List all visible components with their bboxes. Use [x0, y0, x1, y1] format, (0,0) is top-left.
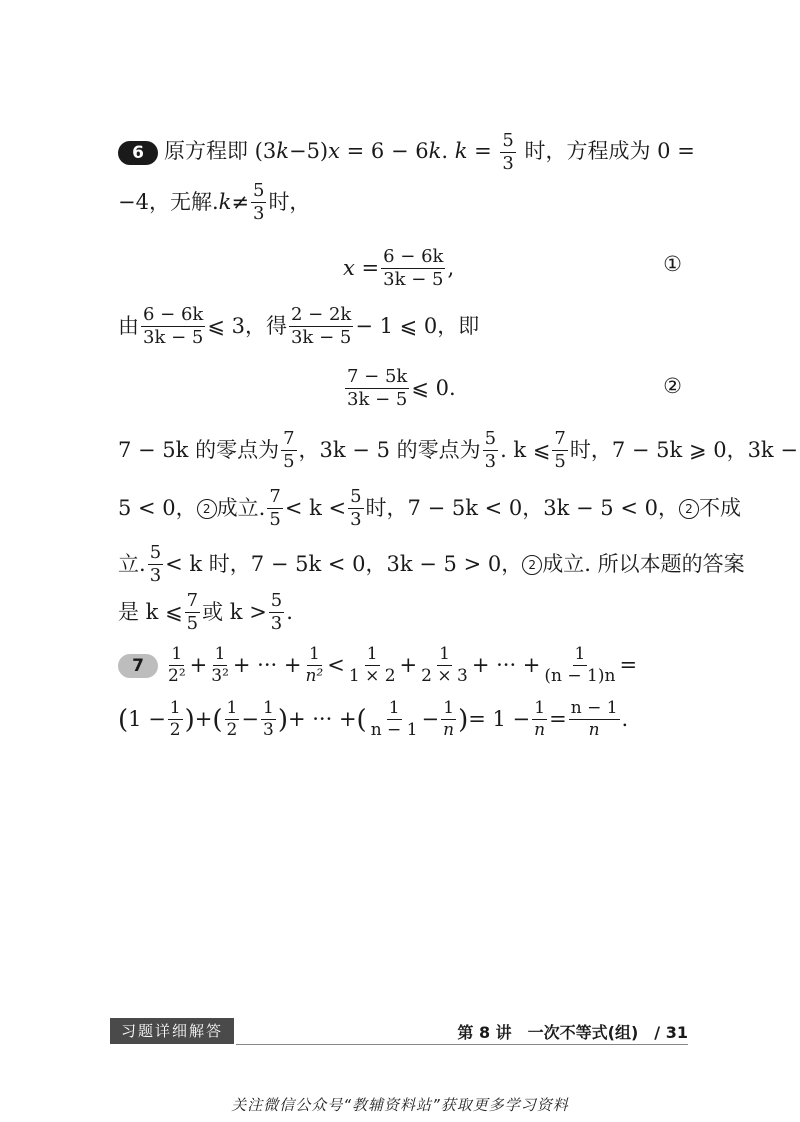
fraction: $\frac{5}{3}$: [502, 130, 514, 174]
fraction: $\frac{1}{(n - 1)n}$: [544, 644, 616, 686]
equation-number-2: ②: [663, 374, 682, 398]
fraction: $\frac{1}{\text{3²}}$: [211, 644, 229, 686]
fraction: $\frac{1}{3}$: [262, 698, 274, 740]
fraction: $\frac{1}{\text{n²}}$: [305, 644, 324, 686]
p7-line-2: ( 1 − $\frac{1}{2}$ ) + ( $\frac{1}{2}$ − $\frac{1}{3}$ ) + ··· + ( $\frac{1}{n - 1}$ − $\frac{1}{n}$ ) = 1 − $\frac{1}{n}$ = $\frac{n - 1}{n}$ .: [118, 698, 629, 740]
fraction: $\frac{1}{2 \times 3}$: [421, 644, 468, 686]
fraction: $\frac{1}{n - 1}$: [370, 698, 418, 740]
watermark-text: 关注微信公众号“教辅资料站”获取更多学习资料: [231, 1096, 569, 1114]
fraction: $\frac{7}{5}$: [283, 428, 295, 472]
fraction: $\frac{7 - 5k}{3k - 5}$: [347, 366, 408, 410]
circled-2: 2: [522, 555, 542, 575]
p6-line-4: 由 $\frac{6 - 6k}{3k - 5}$ ⩽ 3，得 $\frac{2 - 2k}{3k - 5}$ − 1 ⩽ 0，即: [118, 304, 480, 348]
problem-6-badge: 6: [118, 141, 158, 165]
fraction: $\frac{7}{5}$: [269, 486, 281, 530]
fraction: $\frac{1}{n}$: [443, 698, 455, 740]
p6-line-6: 7 − 5k 的零点为 $\frac{7}{5}$ ，3k − 5 的零点为 $\frac{5}{3}$ . k ⩽ $\frac{7}{5}$ 时，7 − 5k ⩾ 0，3k −: [118, 428, 798, 472]
p6-line-2: −4，无解. k ≠ $\frac{5}{3}$ 时，: [118, 180, 311, 224]
fraction: $\frac{5}{3}$: [252, 180, 265, 224]
problem-7-badge: 7: [118, 654, 158, 678]
fraction: $\frac{1}{2}$: [169, 698, 181, 740]
page-footer: 第 8 讲 一次不等式(组) / 31: [457, 1023, 688, 1042]
fraction: $\frac{5}{3}$: [270, 590, 283, 634]
p6-line-9: 是 k ⩽ $\frac{7}{5}$ 或 k > $\frac{5}{3}$ .: [118, 590, 293, 634]
p6-line-7: 5 < 0， 2 成立. $\frac{7}{5}$ < k < $\frac{5}{3}$ 时，7 − 5k < 0，3k − 5 < 0， 2 不成: [118, 486, 741, 530]
fraction: $\frac{n - 1}{n}$: [570, 698, 618, 740]
fraction: $\frac{5}{3}$: [149, 542, 162, 586]
fraction: $\frac{5}{3}$: [350, 486, 362, 530]
fraction: $\frac{7}{5}$: [554, 428, 566, 472]
fraction: $\frac{7}{5}$: [186, 590, 199, 634]
fraction: $\frac{6 - 6k}{3k - 5}$: [143, 304, 204, 348]
fraction: $\frac{1}{2}$: [226, 698, 238, 740]
p6-line-1: 6 原方程即 (3k−5)x = 6 − 6k. k = $\frac{5}{3}$ 时，方程成为 0 =: [118, 132, 682, 173]
p6-line-8: 立. $\frac{5}{3}$ < k 时，7 − 5k < 0，3k − 5 > 0， 2 成立. 所以本题的答案: [118, 542, 745, 586]
equation-number-1: ①: [663, 252, 682, 276]
circled-2: 2: [679, 499, 699, 519]
circled-2: 2: [197, 499, 217, 519]
fraction: $\frac{5}{3}$: [484, 428, 497, 472]
footer-divider: [236, 1044, 688, 1045]
fraction: $\frac{1}{1 \times 2}$: [348, 644, 396, 686]
fraction: $\frac{1}{\text{2²}}$: [168, 644, 186, 686]
p7-line-1: 7 $\frac{1}{\text{2²}}$ + $\frac{1}{\text{3²}}$ + ··· + $\frac{1}{\text{n²}}$ < $\frac{1}{1 \times 2}$ + $\frac{1}{2 \times 3}$ + ··· + $\frac{1}{(n - 1)n}$ =: [118, 646, 682, 685]
fraction: $\frac{6 - 6k}{3k - 5}$: [383, 246, 444, 290]
fraction: $\frac{1}{n}$: [534, 698, 546, 740]
section-tag: 习题详细解答: [110, 1018, 234, 1044]
fraction: $\frac{2 - 2k}{3k - 5}$: [290, 304, 352, 348]
